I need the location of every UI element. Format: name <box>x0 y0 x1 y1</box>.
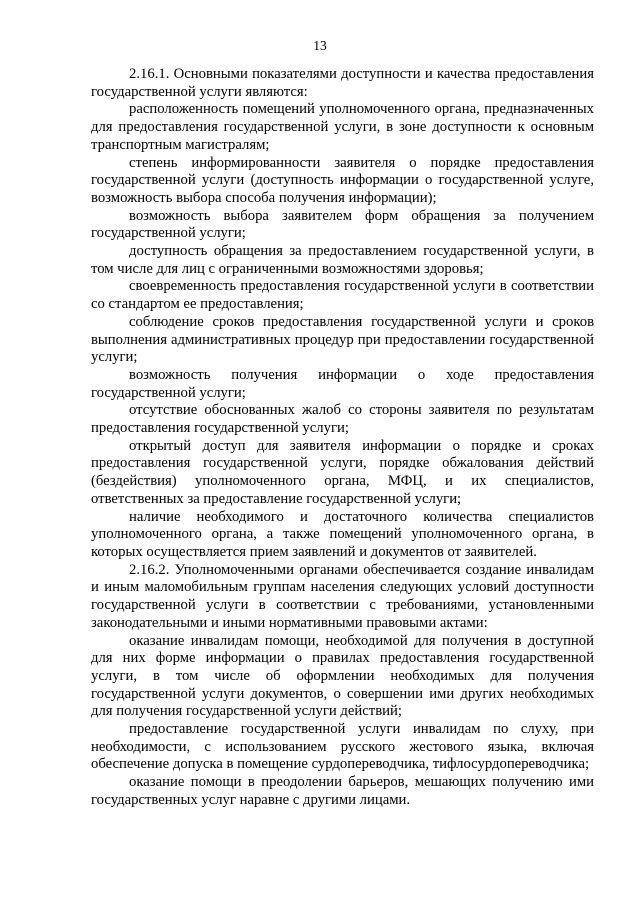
paragraph-2-16-2: 2.16.2. Уполномоченными органами обеспечивается создание инвалидам и иным маломобильным группам населения следующих условий доступности государственной услуги в соответствии с требованиями, установленными законодательными и иными нормативными правовыми актами: <box>91 561 594 631</box>
paragraph-informedness: степень информированности заявителя о порядке предоставления государственной услуги (доступность информации о государственной услуге, возможность выбора способа получения информации); <box>91 154 594 206</box>
paragraph-no-complaints: отсутствие обоснованных жалоб со стороны заявителя по результатам предоставления государственной услуги; <box>91 402 594 437</box>
paragraph-timeliness: своевременность предоставления государственной услуги в соответствии со стандартом ее предоставления; <box>91 278 594 313</box>
paragraph-barriers: оказание помощи в преодолении барьеров, мешающих получению ими государственных услуг наравне с другими лицами. <box>91 774 594 808</box>
paragraph-deadlines: соблюдение сроков предоставления государственной услуги и сроков выполнения административных процедур при предоставлении государственной услуги; <box>91 313 594 366</box>
paragraph-staffing: наличие необходимого и достаточного количества специалистов уполномоченного органа, а также помещений уполномоченного органа, в которых осуществляется прием заявлений и документов от заявителей. <box>91 508 594 560</box>
paragraph-assistance-info: оказание инвалидам помощи, необходимой для получения в доступной для них форме информации о правилах предоставления государственной услуги, в том числе об оформлении необходимых для получения государственной услуги документов, о совершении ими других необходимых для получения государственной услуги действий; <box>91 632 594 720</box>
paragraph-accessibility: доступность обращения за предоставлением государственной услуги, в том числе для лиц с ограниченными возможностями здоровья; <box>91 243 594 277</box>
paragraph-open-access: открытый доступ для заявителя информации о порядке и сроках предоставления государственной услуги, порядке обжалования действий (бездействия) уполномоченного органа, МФЦ, и их специалистов, ответственных за предоставление государственной услуги; <box>91 437 594 507</box>
paragraph-request-forms: возможность выбора заявителем форм обращения за получением государственной услуги; <box>91 207 594 242</box>
paragraph-sign-language: предоставление государственной услуги инвалидам по слуху, при необходимости, с использованием русского жестового языка, включая обеспечение допуска в помещение сурдопереводчика, тифлосурдопереводчика; <box>91 721 594 773</box>
paragraph-2-16-1: 2.16.1. Основными показателями доступности и качества предоставления государственной услуги являются: <box>91 66 594 100</box>
document-body <box>91 66 594 810</box>
page-number: 13 <box>313 38 327 53</box>
paragraph-location: расположенность помещений уполномоченного органа, предназначенных для предоставления государственной услуги, в зоне доступности к основным транспортным магистралям; <box>91 101 594 153</box>
paragraph-progress-info: возможность получения информации о ходе предоставления государственной услуги; <box>91 366 594 401</box>
